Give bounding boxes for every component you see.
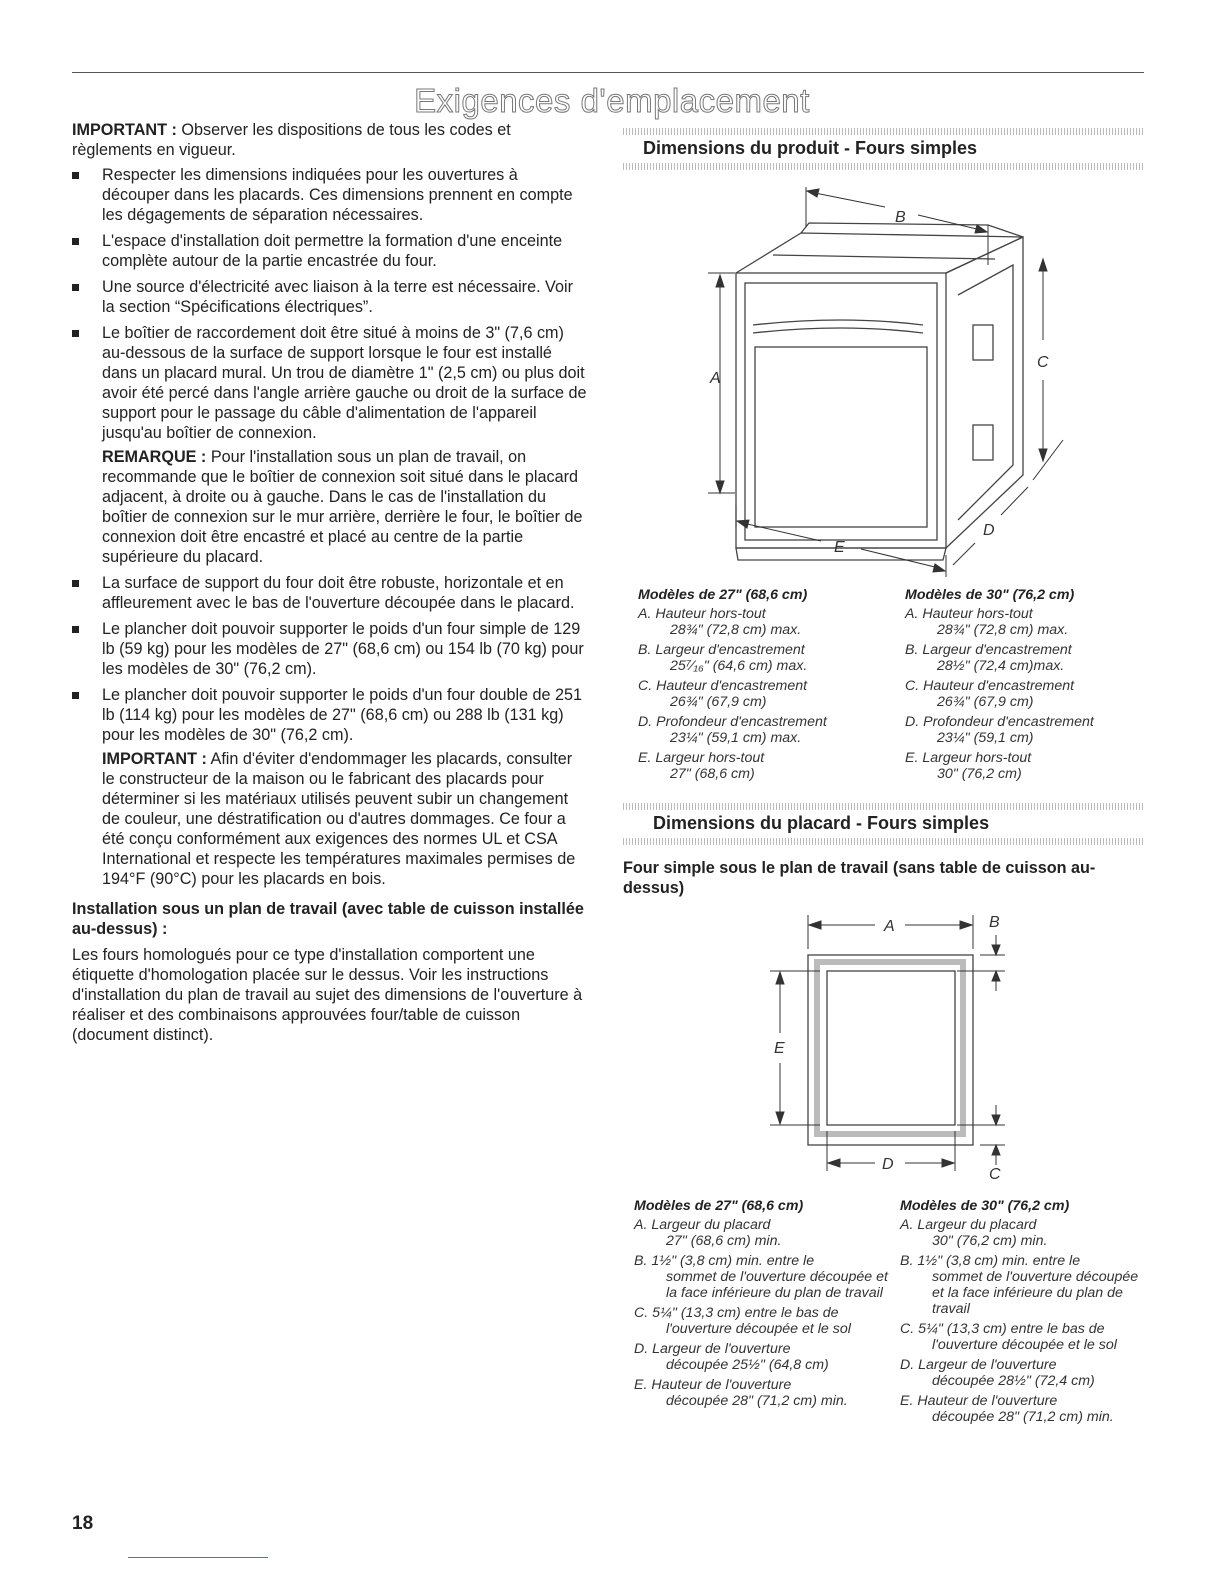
list-item <box>72 231 587 271</box>
arrow-head <box>737 520 749 528</box>
page-title: Exigences d'emplacement <box>414 82 810 119</box>
caption-item <box>900 1217 1145 1249</box>
remarque-paragraph <box>102 447 587 567</box>
caption-label: E. Hauteur de l'ouverture <box>900 1393 1058 1409</box>
cabinet-outline <box>808 955 973 1145</box>
caption-value: sommet de l'ouverture découpée et la face inférieure du plan de travail <box>932 1269 1139 1317</box>
caption-value: 23¼" (59,1 cm) max. <box>670 730 802 746</box>
arrow-head <box>1039 259 1047 271</box>
caption-value: l'ouverture découpée et le sol <box>932 1337 1117 1353</box>
important-text: Observer les dispositions de tous les codes et règlements en vigueur. <box>72 121 511 159</box>
important2-paragraph <box>102 749 587 889</box>
dimension-a-label: A <box>710 370 721 387</box>
oven-window <box>755 347 927 527</box>
caption-value: 28¾" (72,8 cm) max. <box>670 622 802 638</box>
hatch-rule <box>623 838 1145 845</box>
cabinet-subheading: Four simple sous le plan de travail (sans table de cuisson au-dessus) <box>623 859 1096 897</box>
arrow-head <box>807 189 819 197</box>
cabinet-frame-shading <box>817 962 963 1134</box>
caption-value: 26¾" (67,9 cm) <box>937 694 1034 710</box>
caption-label: A. Hauteur hors-tout <box>638 606 766 622</box>
caption-item <box>638 606 898 638</box>
oven-handle <box>753 320 923 325</box>
caption-value: 27" (68,6 cm) <box>670 766 755 782</box>
list-item <box>72 277 587 317</box>
important-paragraph <box>72 120 587 160</box>
cabinet-cutout <box>827 971 955 1125</box>
bullet-icon <box>72 238 79 245</box>
caption-label: E. Hauteur de l'ouverture <box>634 1377 792 1393</box>
dimension-c-label: C <box>1037 354 1049 371</box>
caption-label: E. Largeur hors-tout <box>905 750 1032 766</box>
arrow-head <box>776 972 784 984</box>
cabinet-dimensions-heading-band <box>623 803 1145 845</box>
list-item <box>72 323 587 567</box>
product-dimensions-heading-band <box>623 128 1145 170</box>
dimension-d-label: D <box>983 522 995 539</box>
arrow-head <box>716 481 724 493</box>
bullet-icon <box>72 172 79 179</box>
important2-label: IMPORTANT : <box>102 750 207 768</box>
bullet-icon <box>72 330 79 337</box>
caption-value: 30" (76,2 cm) min. <box>932 1233 1048 1249</box>
caption-item <box>905 678 1145 710</box>
important2-text: Afin d'éviter d'endommager les placards, consulter le constructeur de la maison ou le fabricant des placards pour déterminer si les matériaux utilisés peuvent subir un changement de couleur, une déstratification ou d'autres dommages. Ce four a été conçu conformément aux exigences des normes UL et CSA International et respecte les températures maximales permises de 194°F (90°C) pour les placards en bois. <box>102 750 576 888</box>
oven-side-slot <box>973 325 993 360</box>
arrow-head <box>942 1159 954 1167</box>
arrow-head <box>992 945 1000 955</box>
caption-item <box>900 1253 1145 1317</box>
caption-item <box>900 1393 1145 1425</box>
caption-label: B. Largeur d'encastrement <box>638 642 805 658</box>
caption-item <box>905 606 1145 638</box>
cabinet-diagram <box>760 905 1020 1185</box>
caption-value: 27" (68,6 cm) min. <box>666 1233 782 1249</box>
oven-side-slot <box>973 425 993 460</box>
caption-head: Modèles de 27" (68,6 cm) <box>638 587 808 603</box>
caption-item <box>905 750 1145 782</box>
caption-head: Modèles de 27" (68,6 cm) <box>634 1198 804 1214</box>
arrow-head <box>828 1159 840 1167</box>
oven-front-frame <box>736 273 946 548</box>
arrow-head <box>776 1112 784 1124</box>
caption-value: sommet de l'ouverture découpée et la face inférieure du plan de travail <box>666 1269 888 1301</box>
caption-head: Modèles de 30" (76,2 cm) <box>905 587 1075 603</box>
list-item-text: La surface de support du four doit être robuste, horizontale et en affleurement avec le bas de l'ouverture découpée dans le placard. <box>102 574 575 612</box>
dimension-e-line <box>861 549 939 568</box>
caption-label: A. Hauteur hors-tout <box>905 606 1033 622</box>
remarque-label: REMARQUE : <box>102 448 207 466</box>
dimension-d-line <box>953 543 975 565</box>
caption-label: C. Hauteur d'encastrement <box>905 678 1075 694</box>
bullet-icon <box>72 692 79 699</box>
arrow-head <box>960 921 972 929</box>
dimension-e-label: E <box>834 539 845 556</box>
oven-side <box>946 237 1023 548</box>
caption-label: A. Largeur du placard <box>634 1217 771 1233</box>
caption-value: 28½" (72,4 cm)max. <box>937 658 1065 674</box>
left-column <box>72 120 587 1050</box>
list-item <box>72 165 587 225</box>
remarque-text: Pour l'installation sous un plan de travail, on recommande que le boîtier de connexion soit situé dans le placard adjacent, à droite ou à gauche. Dans le cas de l'installation du boîtier de connexion sur le mur arrière, derrière le four, le boîtier de connexion doit être encastré et placé au centre de la partie supérieure du placard. <box>102 448 583 566</box>
caption-value: 23¼" (59,1 cm) <box>937 730 1034 746</box>
caption-item <box>634 1305 894 1337</box>
caption-item <box>638 642 898 674</box>
product-caption-30 <box>905 587 1145 786</box>
caption-value: 26¾" (67,9 cm) <box>670 694 767 710</box>
list-item <box>72 685 587 889</box>
dimension-a-label: A <box>884 918 895 935</box>
installation-subhead: Installation sous un plan de travail (avec table de cuisson installée au-dessus) : <box>72 900 584 938</box>
page-number: 18 <box>72 1513 94 1534</box>
caption-value: découpée 25½" (64,8 cm) <box>666 1357 829 1373</box>
caption-value: découpée 28" (71,2 cm) min. <box>666 1393 848 1409</box>
cabinet-caption-27 <box>634 1198 894 1413</box>
list-item-text: Le plancher doit pouvoir supporter le poids d'un four simple de 129 lb (59 kg) pour les modèles de 27" (68,6 cm) ou 154 lb (70 kg) pour les modèles de 30" (76,2 cm). <box>102 620 584 678</box>
arrow-head <box>809 921 821 929</box>
list-item-text: Le boîtier de raccordement doit être situé à moins de 3" (7,6 cm) au-dessous de la surface de support lorsque le four est installé dans un placard mural. Un trou de diamètre 1" (2,5 cm) ou plus doit avoir été percé dans l'angle arrière gauche ou droit de la surface de support pour le passage du câble d'alimentation de l'appareil jusqu'au boîtier de connexion. <box>102 324 587 442</box>
caption-value: 30" (76,2 cm) <box>937 766 1022 782</box>
hatch-rule <box>623 163 1145 170</box>
important-label: IMPORTANT : <box>72 121 177 139</box>
dimension-d-label: D <box>882 1156 894 1173</box>
oven-handle-edge <box>753 328 923 333</box>
caption-label: C. 5¼" (13,3 cm) entre le bas de <box>634 1305 839 1321</box>
oven-front-inner <box>745 283 937 540</box>
list-item-text: L'espace d'installation doit permettre la formation d'une enceinte complète autour de la partie encastrée du four. <box>102 232 563 270</box>
caption-item <box>634 1217 894 1249</box>
arrow-head <box>933 564 945 572</box>
bullet-icon <box>72 580 79 587</box>
dimension-b-label: B <box>895 209 906 226</box>
caption-label: D. Largeur de l'ouverture <box>900 1357 1057 1373</box>
caption-value: découpée 28½" (72,4 cm) <box>932 1373 1095 1389</box>
caption-value: découpée 28" (71,2 cm) min. <box>932 1409 1114 1425</box>
caption-label: E. Largeur hors-tout <box>638 750 765 766</box>
dimension-b-line <box>815 193 885 207</box>
list-item-text: Le plancher doit pouvoir supporter le poids d'un four double de 251 lb (114 kg) pour les modèles de 27" (68,6 cm) ou 288 lb (131 kg) pour les modèles de 30" (76,2 cm). <box>102 686 583 744</box>
extension-line <box>1033 440 1063 480</box>
list-item-text: Respecter les dimensions indiquées pour les ouvertures à découper dans les placards. Ces dimensions prennent en compte les dégagements de séparation nécessaires. <box>102 166 573 224</box>
caption-value: 25⁷⁄₁₆" (64,6 cm) max. <box>670 658 808 674</box>
list-item <box>72 573 587 613</box>
dimension-c-label: C <box>989 1166 1001 1183</box>
oven-side-panel <box>958 265 1013 520</box>
caption-label: D. Profondeur d'encastrement <box>638 714 827 730</box>
cabinet-dimensions-heading: Dimensions du placard - Fours simples <box>653 813 990 833</box>
caption-item <box>900 1321 1145 1353</box>
arrow-head <box>1039 449 1047 461</box>
list-item-text: Une source d'électricité avec liaison à la terre est nécessaire. Voir la section “Spécifications électriques”. <box>102 278 573 316</box>
dimension-e-label: E <box>774 1040 785 1057</box>
caption-label: C. 5¼" (13,3 cm) entre le bas de <box>900 1321 1105 1337</box>
hatch-rule <box>623 803 1145 810</box>
caption-value: l'ouverture découpée et le sol <box>666 1321 851 1337</box>
oven-diagram <box>623 175 1143 585</box>
caption-item <box>638 750 898 782</box>
caption-item <box>900 1357 1145 1389</box>
oven-top-line <box>773 255 995 259</box>
caption-item <box>634 1253 894 1301</box>
caption-item <box>634 1377 894 1409</box>
caption-label: B. 1½" (3,8 cm) min. entre le <box>634 1253 815 1269</box>
caption-value: 28¾" (72,8 cm) max. <box>937 622 1069 638</box>
arrow-head <box>992 971 1000 981</box>
dimension-b-line <box>918 215 981 230</box>
arrow-head <box>716 275 724 287</box>
caption-label: D. Largeur de l'ouverture <box>634 1341 791 1357</box>
installation-text: Les fours homologués pour ce type d'installation comportent une étiquette d'homologation placée sur le dessus. Voir les instructions d'installation du plan de travail au sujet des dimensions de l'ouverture à réaliser et des combinaisons approuvées four/table de cuisson (document distinct). <box>72 946 583 1044</box>
caption-label: B. Largeur d'encastrement <box>905 642 1072 658</box>
dimension-b-label: B <box>989 914 1000 931</box>
caption-item <box>638 678 898 710</box>
product-dimensions-heading: Dimensions du produit - Fours simples <box>643 138 978 158</box>
caption-label: C. Hauteur d'encastrement <box>638 678 808 694</box>
hatch-rule <box>623 128 1145 135</box>
caption-item <box>905 714 1145 746</box>
bullet-icon <box>72 284 79 291</box>
list-item <box>72 619 587 679</box>
caption-label: A. Largeur du placard <box>900 1217 1037 1233</box>
product-caption-27 <box>638 587 898 786</box>
oven-top <box>736 233 1023 273</box>
bullet-icon <box>72 626 79 633</box>
caption-item <box>905 642 1145 674</box>
dimension-e-line <box>743 523 821 541</box>
bottom-rule <box>128 1557 268 1558</box>
arrow-head <box>992 1115 1000 1125</box>
caption-head: Modèles de 30" (76,2 cm) <box>900 1198 1070 1214</box>
caption-label: D. Profondeur d'encastrement <box>905 714 1094 730</box>
requirements-list <box>72 165 587 889</box>
caption-item <box>634 1341 894 1373</box>
cabinet-caption-30 <box>900 1198 1145 1429</box>
arrow-head <box>975 225 987 233</box>
caption-label: B. 1½" (3,8 cm) min. entre le <box>900 1253 1081 1269</box>
top-rule <box>72 72 1144 73</box>
arrow-head <box>992 1145 1000 1155</box>
caption-item <box>638 714 898 746</box>
